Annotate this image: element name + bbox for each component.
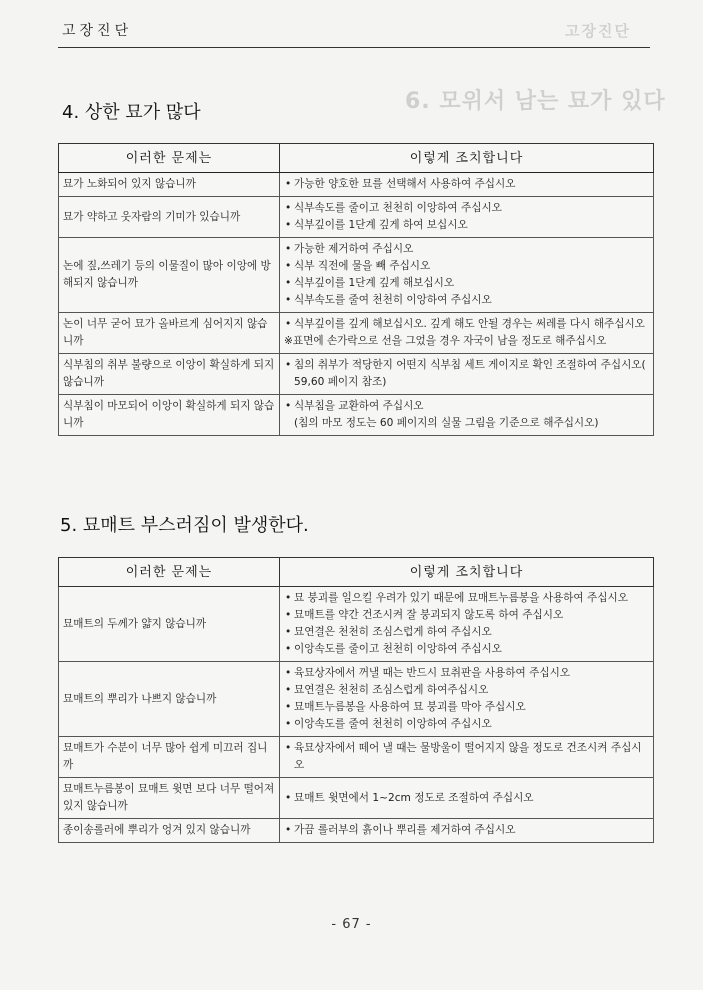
action-item: • 식부침을 교환하여 주십시오 (284, 398, 649, 415)
section-5-title: 5. 묘매트 부스러짐이 발생한다. (60, 515, 309, 536)
table-row (59, 662, 654, 737)
action-cell (280, 778, 654, 819)
action-item: • 가끔 롤러부의 흙이나 뿌리를 제거하여 주십시오 (284, 822, 649, 839)
problem-cell: 논이 너무 굳어 묘가 올바르게 심어지지 않습니까 (59, 313, 280, 354)
action-item: • 육묘상자에서 꺼낼 때는 반드시 묘취판을 사용하여 주십시오 (284, 665, 649, 682)
table-row (59, 737, 654, 778)
problem-cell: 식부침의 취부 불량으로 이앙이 확실하게 되지 않습니까 (59, 354, 280, 395)
action-cell (280, 662, 654, 737)
table-row (59, 587, 654, 662)
action-item: • 식부 직전에 물을 빼 주십시오 (284, 258, 649, 275)
table-row (59, 778, 654, 819)
section-4-title: 4. 상한 묘가 많다 (62, 102, 201, 123)
problem-cell: 묘가 약하고 웃자람의 기미가 있습니까 (59, 197, 280, 238)
action-item: • 식부깊이를 깊게 해보십시오. 깊게 해도 안될 경우는 써레를 다시 해주십시오 (284, 316, 649, 333)
action-item: • 육묘상자에서 떼어 낼 때는 물방울이 떨어지지 않을 정도로 건조시켜 주십시오 (284, 740, 649, 774)
page-header-title: 고장진단 (62, 23, 133, 39)
action-item: • 식부속도를 줄이고 천천히 이앙하여 주십시오 (284, 200, 649, 217)
table-row (59, 173, 654, 197)
action-item: • 식부속도를 줄여 천천히 이앙하여 주십시오 (284, 292, 649, 309)
action-item: • 묘매트 윗면에서 1~2cm 정도로 조절하여 주십시오 (284, 790, 649, 807)
table-header-row (59, 144, 654, 173)
action-cell (280, 354, 654, 395)
action-note: ※표면에 손가락으로 선을 그었을 경우 자국이 남을 정도로 해주십시오 (284, 335, 607, 347)
bleed-through-title: 6. 모위서 남는 묘가 있다 (405, 89, 666, 114)
action-item: • 가능한 제거하여 주십시오 (284, 241, 649, 258)
column-header-problem: 이러한 문제는 (59, 144, 280, 173)
column-header-problem: 이러한 문제는 (59, 558, 280, 587)
section-5-table (58, 557, 654, 843)
action-item: • 이앙속도를 줄이고 천천히 이앙하여 주십시오 (284, 641, 649, 658)
table-row (59, 313, 654, 354)
table-row (59, 819, 654, 843)
action-cell (280, 737, 654, 778)
problem-cell: 묘매트누름봉이 묘매트 윗면 보다 너무 떨어져 있지 않습니까 (59, 778, 280, 819)
action-item: • 가능한 양호한 묘를 선택해서 사용하여 주십시오 (284, 176, 649, 193)
action-item: • 묘매트누름봉을 사용하여 묘 붕괴를 막아 주십시오 (284, 699, 649, 716)
table-row (59, 354, 654, 395)
problem-cell: 논에 짚,쓰레기 등의 이물질이 많아 이앙에 방해되지 않습니까 (59, 238, 280, 313)
action-note: (침의 마모 정도는 60 페이지의 실물 그림을 기준으로 해주십시오) (294, 417, 599, 429)
page-number: - 67 - (331, 917, 372, 932)
action-cell (280, 313, 654, 354)
action-cell (280, 395, 654, 436)
table-row (59, 395, 654, 436)
action-cell (280, 173, 654, 197)
action-cell (280, 238, 654, 313)
bleed-through-header: 고장진단 (565, 22, 631, 40)
action-item: • 묘연결은 천천히 조심스럽게 하여 주십시오 (284, 624, 649, 641)
problem-cell: 묘매트의 두께가 얇지 않습니까 (59, 587, 280, 662)
action-item: • 묘매트를 약간 건조시켜 잘 붕괴되지 않도록 하여 주십시오 (284, 607, 649, 624)
action-cell (280, 587, 654, 662)
action-item: • 식부깊이를 1단계 깊게 하여 보십시오 (284, 217, 649, 234)
action-item: • 식부깊이를 1단계 깊게 해보십시오 (284, 275, 649, 292)
action-item: • 묘 붕괴를 일으킬 우려가 있기 때문에 묘매트누름봉을 사용하여 주십시오 (284, 590, 649, 607)
table-row (59, 197, 654, 238)
table-header-row (59, 558, 654, 587)
action-item: • 이앙속도를 줄여 천천히 이앙하여 주십시오 (284, 716, 649, 733)
problem-cell: 묘매트의 뿌리가 나쁘지 않습니까 (59, 662, 280, 737)
column-header-action: 이렇게 조치합니다 (280, 144, 654, 173)
section-4-table (58, 143, 654, 436)
problem-cell: 종이송롤러에 뿌리가 엉겨 있지 않습니까 (59, 819, 280, 843)
action-cell (280, 197, 654, 238)
action-item: • 묘연결은 천천히 조심스럽게 하여주십시오 (284, 682, 649, 699)
action-item: • 침의 취부가 적당한지 어떤지 식부침 세트 게이지로 확인 조절하여 주십시오( 59,60 페이지 참조) (284, 357, 649, 391)
table-row (59, 238, 654, 313)
problem-cell: 식부침이 마모되어 이앙이 확실하게 되지 않습니까 (59, 395, 280, 436)
action-cell (280, 819, 654, 843)
header-divider (58, 47, 650, 48)
problem-cell: 묘가 노화되어 있지 않습니까 (59, 173, 280, 197)
problem-cell: 묘매트가 수분이 너무 많아 쉽게 미끄러 집니까 (59, 737, 280, 778)
column-header-action: 이렇게 조치합니다 (280, 558, 654, 587)
